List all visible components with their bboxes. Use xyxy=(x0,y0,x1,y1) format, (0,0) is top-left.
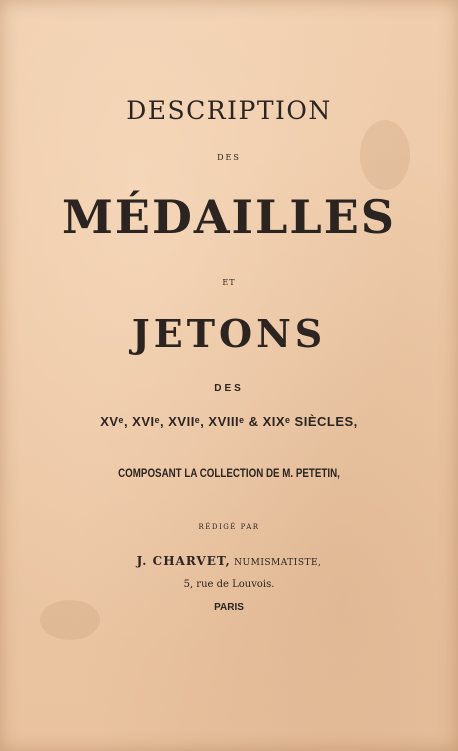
title-medailles: MÉDAILLES xyxy=(61,190,397,244)
title-jetons: JETONS xyxy=(131,311,327,356)
title-description: DESCRIPTION xyxy=(126,96,332,125)
author-name: J. CHARVET, xyxy=(136,554,231,568)
publisher-address: 5, rue de Louvois. xyxy=(183,579,275,590)
redige-par: RÉDIGÉ PAR xyxy=(198,523,260,531)
author-role: NUMISMATISTE, xyxy=(234,558,322,568)
author-line xyxy=(0,554,458,568)
word-et: ET xyxy=(222,278,236,287)
word-des-1: DES xyxy=(217,153,241,162)
word-des-2: DES xyxy=(214,383,244,394)
centuries-line: XVᵉ, XVIᵉ, XVIIᵉ, XVIIIᵉ & XIXᵉ SIÈCLES, xyxy=(100,414,358,429)
publisher-city: PARIS xyxy=(214,602,244,613)
collection-line: COMPOSANT LA COLLECTION DE M. PETETIN, xyxy=(118,468,340,480)
